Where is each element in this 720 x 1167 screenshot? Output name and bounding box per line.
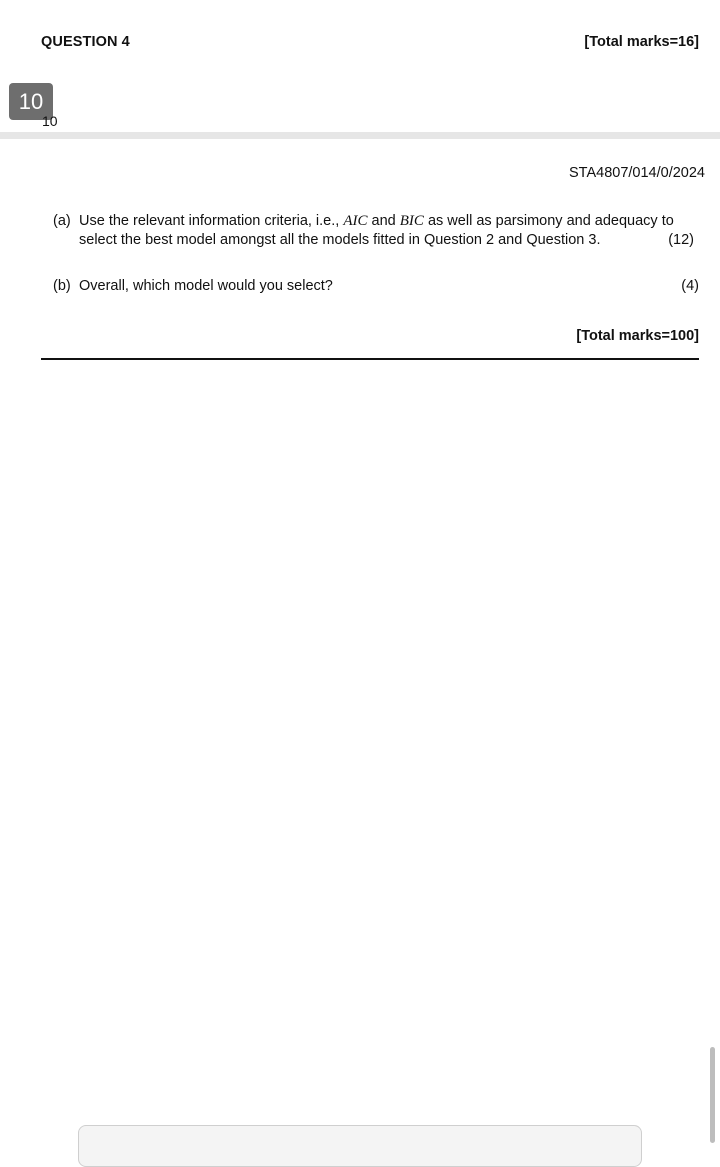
item-b-marks: (4) [681,278,699,294]
math-bic: BIC [399,213,424,229]
grand-total-marks: [Total marks=100] [576,328,699,344]
page-number-label: 10 [42,113,58,129]
document-code: STA4807/014/0/2024 [569,165,705,181]
item-a-label: (a) [53,213,71,229]
question-item-b [53,277,699,296]
item-a-text-before: Use the relevant information criteria, i.e., [79,213,344,229]
bottom-toolbar-panel[interactable] [78,1125,642,1167]
item-a-text [79,212,699,249]
page-separator [0,132,720,139]
page-number-badge: 10 [9,83,53,120]
item-a-marks: (12) [668,231,694,248]
question-title: QUESTION 4 [41,34,130,50]
math-aic: AIC [343,213,368,229]
end-rule [41,358,699,360]
item-b-label: (b) [53,278,71,294]
item-b-text: Overall, which model would you select? [79,278,333,294]
item-a-text-middle: and [367,213,400,229]
item-a-text-after: as well as parsimony and adequacy to select the best model amongst all the models fitted in Question 2 and Question 3. [79,213,674,248]
vertical-scrollbar[interactable] [710,1047,715,1143]
question-item-a [53,212,699,249]
question-total-marks: [Total marks=16] [584,34,699,50]
